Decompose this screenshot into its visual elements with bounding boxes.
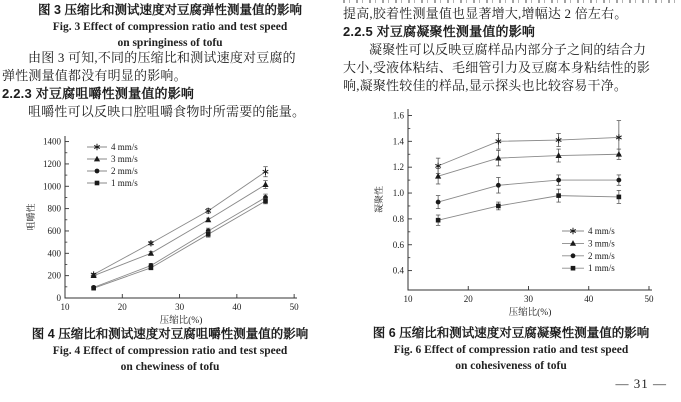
- svg-text:800: 800: [47, 203, 61, 214]
- paragraph-cohesiveness-line1: 凝聚性可以反映豆腐样品内部分子之间的结合力: [369, 42, 647, 57]
- figure6-chart: [373, 97, 668, 324]
- figure3-caption: [0, 2, 340, 51]
- paragraph-cohesiveness-line2: 大小,受液体粘结、毛细管引力及豆腐本身粘结性的影: [343, 60, 651, 75]
- figure6-caption-zh: 图 6 压缩比和测试速度对豆腐凝聚性测量值的影响: [372, 326, 650, 340]
- svg-text:50: 50: [289, 302, 299, 312]
- svg-text:1400: 1400: [43, 136, 61, 147]
- section-heading-225: 2.2.5 对豆腐凝聚性测量值的影响: [343, 24, 536, 39]
- svg-text:1.6: 1.6: [392, 110, 404, 121]
- figure3-caption-en-1: Fig. 3 Effect of compression ratio and test speed: [52, 21, 288, 33]
- figure6-chart-canvas: [373, 97, 668, 319]
- figure6-caption: [341, 325, 681, 374]
- svg-text:30: 30: [523, 294, 533, 304]
- svg-text:1.2: 1.2: [392, 162, 404, 173]
- figure4-caption-en-1: Fig. 4 Effect of compression ratio and test speed: [52, 345, 288, 357]
- paragraph-springiness-line1: 由图 3 可知,不同的压缩比和测试速度对豆腐的: [28, 50, 296, 65]
- paragraph-springiness-line2: 弹性测量值都没有明显的影响。: [2, 68, 187, 83]
- svg-text:2 mm/s: 2 mm/s: [111, 166, 138, 176]
- svg-text:1.4: 1.4: [392, 136, 404, 147]
- svg-text:600: 600: [47, 225, 61, 236]
- svg-text:1.0: 1.0: [392, 188, 404, 199]
- figure6-caption-en-2: on cohesiveness of tofu: [455, 360, 567, 372]
- left-column: [0, 0, 340, 402]
- svg-text:10: 10: [60, 302, 70, 312]
- svg-text:0.4: 0.4: [392, 265, 404, 276]
- figure3-caption-zh: 图 3 压缩比和测试速度对豆腐弹性测量值的影响: [38, 3, 302, 17]
- svg-text:200: 200: [47, 270, 61, 281]
- figure4-chart: [25, 126, 325, 333]
- svg-text:凝聚性: 凝聚性: [374, 185, 384, 214]
- svg-text:400: 400: [47, 248, 61, 259]
- page-number: — 31 —: [615, 376, 667, 391]
- paragraph-chewiness-line1: 咀嚼性可以反映口腔咀嚼食物时所需要的能量。: [28, 104, 306, 119]
- figure4-caption: [0, 326, 340, 375]
- svg-text:20: 20: [463, 294, 473, 304]
- figure4-caption-zh: 图 4 压缩比和测试速度对豆腐咀嚼性测量值的影响: [31, 327, 309, 341]
- svg-text:3 mm/s: 3 mm/s: [588, 238, 615, 249]
- svg-text:10: 10: [403, 294, 413, 304]
- svg-text:2 mm/s: 2 mm/s: [588, 250, 615, 261]
- svg-text:40: 40: [232, 302, 242, 312]
- figure3-caption-en-2: on springiness of tofu: [117, 37, 223, 49]
- svg-text:20: 20: [117, 302, 127, 312]
- figure6-caption-en-1: Fig. 6 Effect of compression ratio and test speed: [393, 344, 629, 356]
- svg-text:30: 30: [175, 302, 185, 312]
- svg-text:1200: 1200: [43, 158, 61, 169]
- svg-text:1 mm/s: 1 mm/s: [111, 178, 138, 188]
- svg-text:0.8: 0.8: [392, 213, 404, 224]
- paragraph-gumminess-line1: 提高,胶着性测量值也显著增大,增幅达 2 倍左右。: [343, 6, 628, 21]
- svg-text:4 mm/s: 4 mm/s: [588, 226, 615, 236]
- svg-text:1 mm/s: 1 mm/s: [588, 263, 615, 274]
- svg-text:50: 50: [644, 294, 654, 304]
- svg-text:40: 40: [584, 294, 594, 304]
- section-heading-223: 2.2.3 对豆腐咀嚼性测量值的影响: [2, 86, 195, 101]
- svg-text:压缩比(%): 压缩比(%): [508, 308, 552, 318]
- svg-text:咀嚼性: 咀嚼性: [26, 203, 36, 231]
- paragraph-cohesiveness-line3: 响,凝聚性较佳的样品,显示探头也比较容易干净。: [343, 78, 628, 93]
- svg-text:3 mm/s: 3 mm/s: [111, 154, 138, 164]
- svg-text:1000: 1000: [43, 181, 61, 192]
- svg-text:0.6: 0.6: [392, 239, 404, 250]
- figure4-chart-canvas: [25, 126, 325, 328]
- svg-text:0: 0: [56, 293, 61, 303]
- svg-text:4 mm/s: 4 mm/s: [111, 142, 138, 152]
- clipped-text-remnant: [343, 0, 677, 3]
- svg-text:压缩比(%): 压缩比(%): [159, 316, 203, 326]
- right-column: [341, 0, 681, 402]
- figure4-caption-en-2: on chewiness of tofu: [120, 361, 220, 373]
